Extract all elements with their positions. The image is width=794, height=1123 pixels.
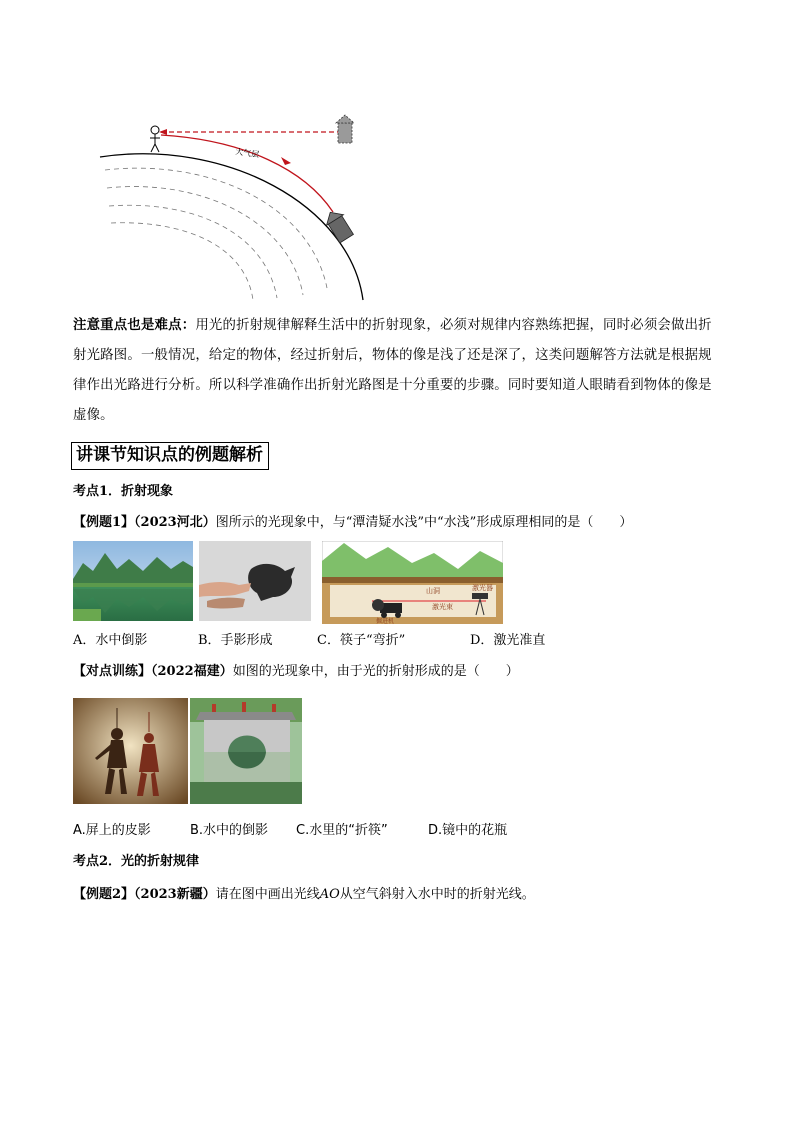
atmosphere-layer-4	[111, 223, 253, 300]
atmosphere-refraction-diagram	[95, 110, 375, 305]
example-1-source: （2023河北）	[134, 515, 216, 530]
example-2-tag: 【例题2】	[73, 887, 135, 902]
lake-reflection-photo	[73, 541, 193, 621]
example-1-option-b: B．手影形成	[198, 633, 273, 648]
example-2-text-pre: 请在图中画出光线	[215, 887, 320, 902]
laser-beam-label: 激光束	[432, 603, 453, 611]
real-building	[322, 207, 355, 244]
practice-option-b: B.水中的倒影	[190, 823, 269, 838]
example-2-var: AO	[319, 887, 340, 902]
bridge-reflection-photo	[190, 698, 302, 804]
apparent-ray-arrow	[159, 129, 167, 135]
observer-figure	[150, 126, 160, 152]
atmosphere-layer-3	[109, 205, 277, 298]
tunnel-laser-diagram	[322, 541, 503, 624]
example-2-source: （2023新疆）	[134, 887, 216, 902]
tunnel-label: 山洞	[426, 587, 440, 595]
atmosphere-label: 大气层	[234, 147, 260, 160]
knowledge-point-2: 考点2．光的折射规律	[73, 854, 200, 869]
note-prefix: 注意重点也是难点：	[73, 317, 196, 333]
practice-option-a: A.屏上的皮影	[73, 823, 151, 838]
example-2-question	[73, 885, 535, 905]
atmosphere-layer-2	[107, 187, 303, 295]
laser-label: 激光器	[472, 584, 493, 592]
shadow-puppet-photo	[73, 698, 188, 804]
section-heading: 讲课节知识点的例题解析	[71, 442, 269, 470]
example-1-tag: 【例题1】	[73, 515, 135, 530]
practice-tag: 【对点训练】	[73, 664, 152, 679]
practice-source: （2022福建）	[151, 664, 233, 679]
example-1-question	[73, 513, 632, 533]
practice-question	[73, 662, 519, 682]
example-2-text-post: 从空气斜射入水中时的折射光线。	[339, 887, 535, 902]
hand-shadow-photo	[199, 541, 311, 621]
knowledge-point-1: 考点1．折射现象	[73, 484, 174, 499]
practice-text: 如图的光现象中，由于光的折射形成的是（ ）	[232, 664, 519, 679]
apparent-building	[336, 115, 354, 143]
example-1-option-a: A．水中倒影	[73, 633, 148, 648]
practice-option-c: C.水里的“折筷”	[296, 823, 388, 838]
example-1-option-d: D．激光准直	[470, 633, 546, 648]
atmosphere-layer-1	[105, 168, 327, 288]
boring-machine-label: 掘进机	[376, 618, 395, 624]
practice-option-d: D.镜中的花瓶	[428, 823, 508, 838]
earth-surface	[100, 154, 363, 300]
example-1-option-c: C．筷子“弯折”	[317, 633, 406, 648]
note-text: 用光的折射规律解释生活中的折射现象，必须对规律内容熟练把握，同时必须会做出折射光路图。一般情况，给定的物体，经过折射后，物体的像是浅了还是深了，这类问题解答方法就是根据规律作出光路进行分析。所以科学准确作出折射光路图是十分重要的步骤。同时要知道人眼睛看到物体的像是虚像。	[73, 318, 712, 423]
example-1-text: 图所示的光现象中，与“潭清疑水浅”中“水浅”形成原理相同的是（ ）	[215, 515, 633, 530]
note-paragraph	[73, 310, 725, 431]
refracted-ray-arrow	[281, 157, 291, 165]
